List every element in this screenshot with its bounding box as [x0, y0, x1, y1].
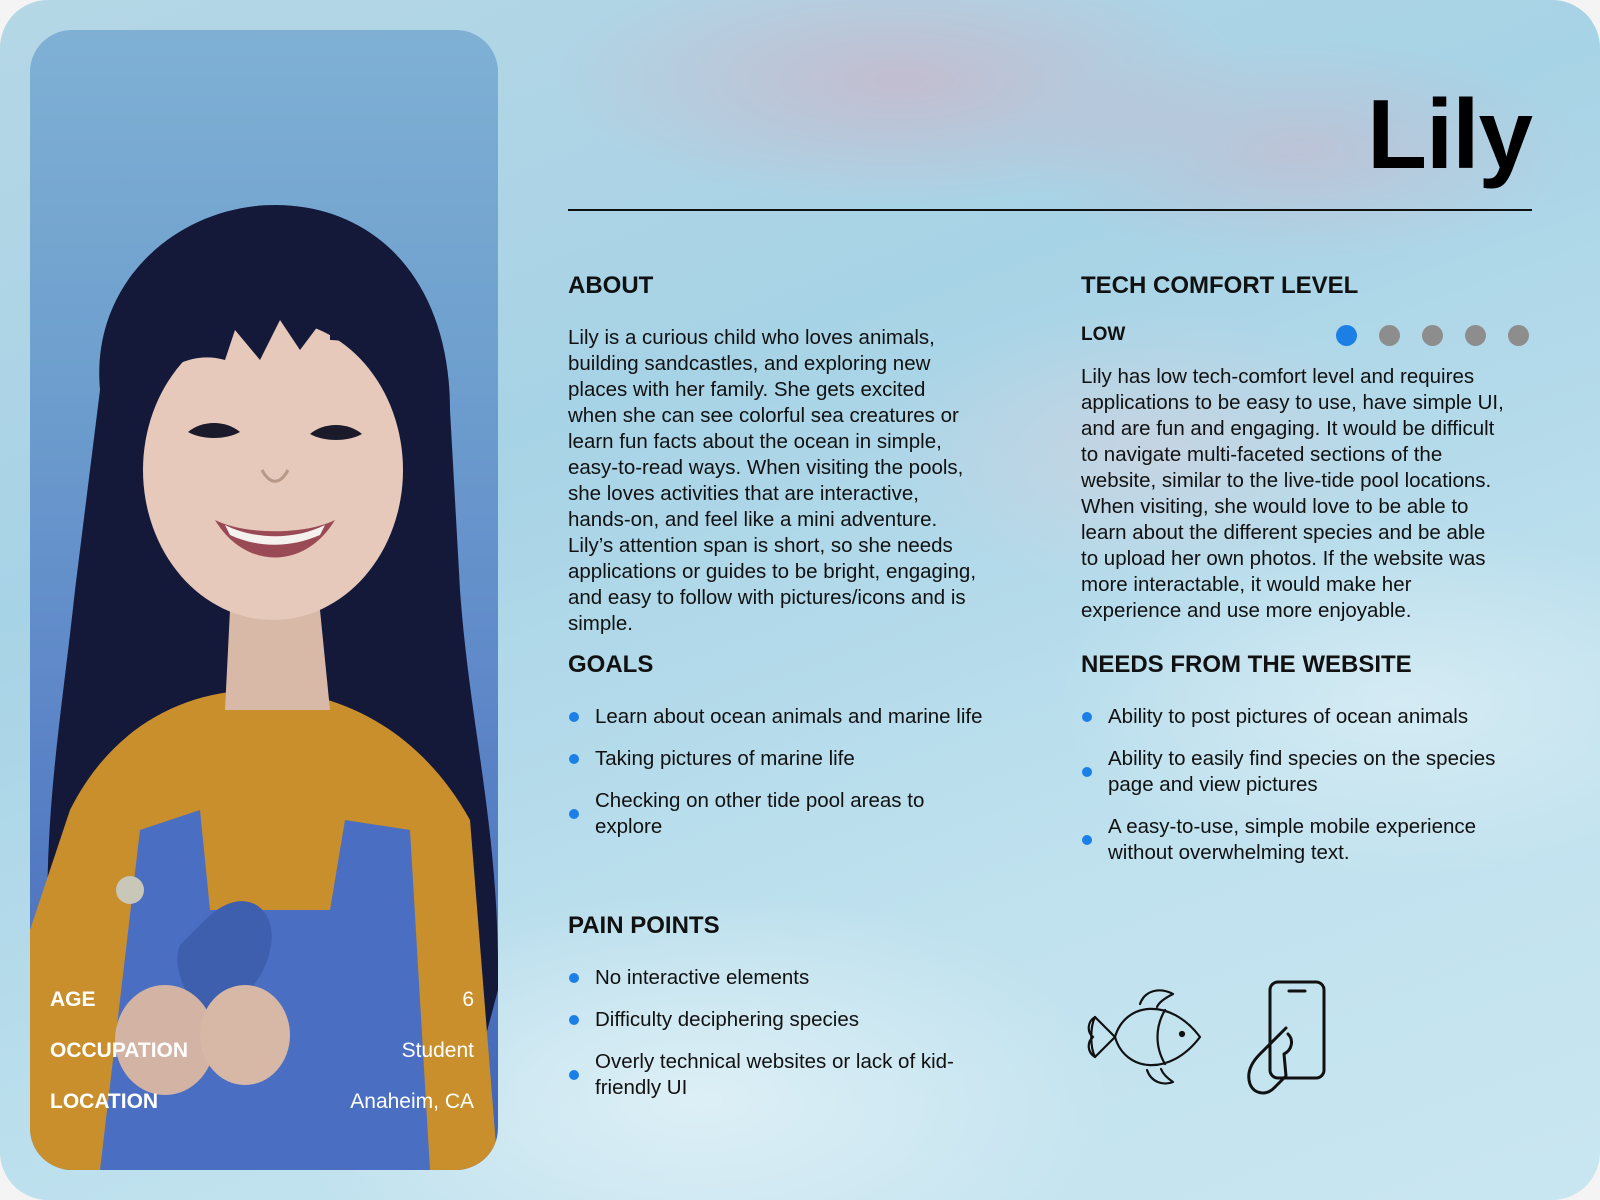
- stat-value: 6: [462, 988, 474, 1011]
- tech-line: Lily has low tech-comfort level and requires: [1081, 365, 1475, 388]
- pain-points-heading: PAIN POINTS: [568, 912, 720, 939]
- pain-point-line: Difficulty deciphering species: [595, 1008, 859, 1031]
- goal-item: [568, 704, 1038, 730]
- tech-line: applications to be easy to use, have simple UI,: [1081, 391, 1504, 414]
- about-line: easy-to-read ways. When visiting the pools,: [568, 456, 964, 479]
- pain-points-list: [568, 965, 1038, 1117]
- goals-list: [568, 704, 1038, 856]
- about-line: building sandcastles, and exploring new: [568, 352, 931, 375]
- pain-point-item: [568, 1049, 1038, 1101]
- persona-name: Lily: [1367, 79, 1532, 189]
- about-line: she loves activities that are interactive,: [568, 482, 919, 505]
- persona-photo: [30, 30, 498, 1170]
- pain-point-item: [568, 965, 1038, 991]
- need-item: [1081, 746, 1551, 798]
- about-line: hands-on, and feel like a mini adventure.: [568, 508, 938, 531]
- about-line: learn fun facts about the ocean in simple,: [568, 430, 942, 453]
- tech-line: When visiting, she would love to be able to: [1081, 495, 1469, 518]
- goal-item: [568, 746, 1038, 772]
- tech-line: learn about the different species and be able: [1081, 521, 1486, 544]
- level-dot-inactive: [1422, 325, 1443, 346]
- tech-line: to navigate multi-faceted sections of the: [1081, 443, 1443, 466]
- bullet-icon: [1082, 767, 1092, 777]
- level-dot-inactive: [1379, 325, 1400, 346]
- stat-label: OCCUPATION: [50, 1039, 189, 1062]
- stat-location: [50, 1087, 474, 1117]
- title-divider: [568, 209, 1532, 211]
- stat-age: [50, 985, 474, 1015]
- need-line: A easy-to-use, simple mobile experience: [1108, 815, 1477, 838]
- goal-item: [568, 788, 1038, 840]
- about-line: when she can see colorful sea creatures or: [568, 404, 959, 427]
- fish-icon: [1085, 982, 1205, 1092]
- level-dot-active: [1336, 325, 1357, 346]
- bullet-icon: [1082, 712, 1092, 722]
- need-line: without overwhelming text.: [1108, 841, 1350, 864]
- goals-heading: GOALS: [568, 651, 654, 678]
- needs-heading: NEEDS FROM THE WEBSITE: [1081, 651, 1412, 678]
- about-line: places with her family. She gets excited: [568, 378, 926, 401]
- tech-line: more interactable, it would make her: [1081, 573, 1412, 596]
- bullet-icon: [569, 712, 579, 722]
- tech-line: experience and use more enjoyable.: [1081, 599, 1412, 622]
- goal-line: Checking on other tide pool areas to: [595, 789, 925, 812]
- stat-label: LOCATION: [50, 1090, 159, 1113]
- stat-occupation: [50, 1036, 474, 1066]
- stat-label: AGE: [50, 988, 96, 1011]
- phone-in-hand-icon: [1240, 978, 1340, 1100]
- need-line: Ability to easily find species on the species: [1108, 747, 1496, 770]
- tech-line: website, similar to the live-tide pool locations.: [1081, 469, 1492, 492]
- pain-point-item: [568, 1007, 1038, 1033]
- pain-point-line: No interactive elements: [595, 966, 810, 989]
- bullet-icon: [1082, 835, 1092, 845]
- about-line: Lily’s attention span is short, so she needs: [568, 534, 953, 557]
- about-line: applications or guides to be bright, engaging,: [568, 560, 977, 583]
- need-item: [1081, 704, 1551, 730]
- need-item: [1081, 814, 1551, 866]
- bullet-icon: [569, 809, 579, 819]
- pain-point-line: Overly technical websites or lack of kid-: [595, 1050, 954, 1073]
- bullet-icon: [569, 973, 579, 983]
- needs-list: [1081, 704, 1551, 882]
- tech-line: and are fun and engaging. It would be difficult: [1081, 417, 1495, 440]
- tech-level-label: LOW: [1081, 324, 1126, 345]
- about-text: [568, 325, 1038, 637]
- goal-line: Learn about ocean animals and marine life: [595, 705, 983, 728]
- tech-line: to upload her own photos. If the website was: [1081, 547, 1486, 570]
- bullet-icon: [569, 754, 579, 764]
- about-line: simple.: [568, 612, 633, 635]
- level-dot-inactive: [1465, 325, 1486, 346]
- tech-heading: TECH COMFORT LEVEL: [1081, 272, 1359, 299]
- need-line: page and view pictures: [1108, 773, 1318, 796]
- about-heading: ABOUT: [568, 272, 654, 299]
- tech-level-indicator: [1336, 325, 1532, 347]
- stat-value: Anaheim, CA: [350, 1090, 474, 1113]
- pain-point-line: friendly UI: [595, 1076, 688, 1099]
- about-line: and easy to follow with pictures/icons and is: [568, 586, 966, 609]
- tech-text: [1081, 364, 1551, 624]
- level-dot-inactive: [1508, 325, 1529, 346]
- goal-line: Taking pictures of marine life: [595, 747, 855, 770]
- bullet-icon: [569, 1070, 579, 1080]
- need-line: Ability to post pictures of ocean animals: [1108, 705, 1469, 728]
- stat-value: Student: [401, 1039, 474, 1062]
- bullet-icon: [569, 1015, 579, 1025]
- about-line: Lily is a curious child who loves animals,: [568, 326, 935, 349]
- goal-line: explore: [595, 815, 663, 838]
